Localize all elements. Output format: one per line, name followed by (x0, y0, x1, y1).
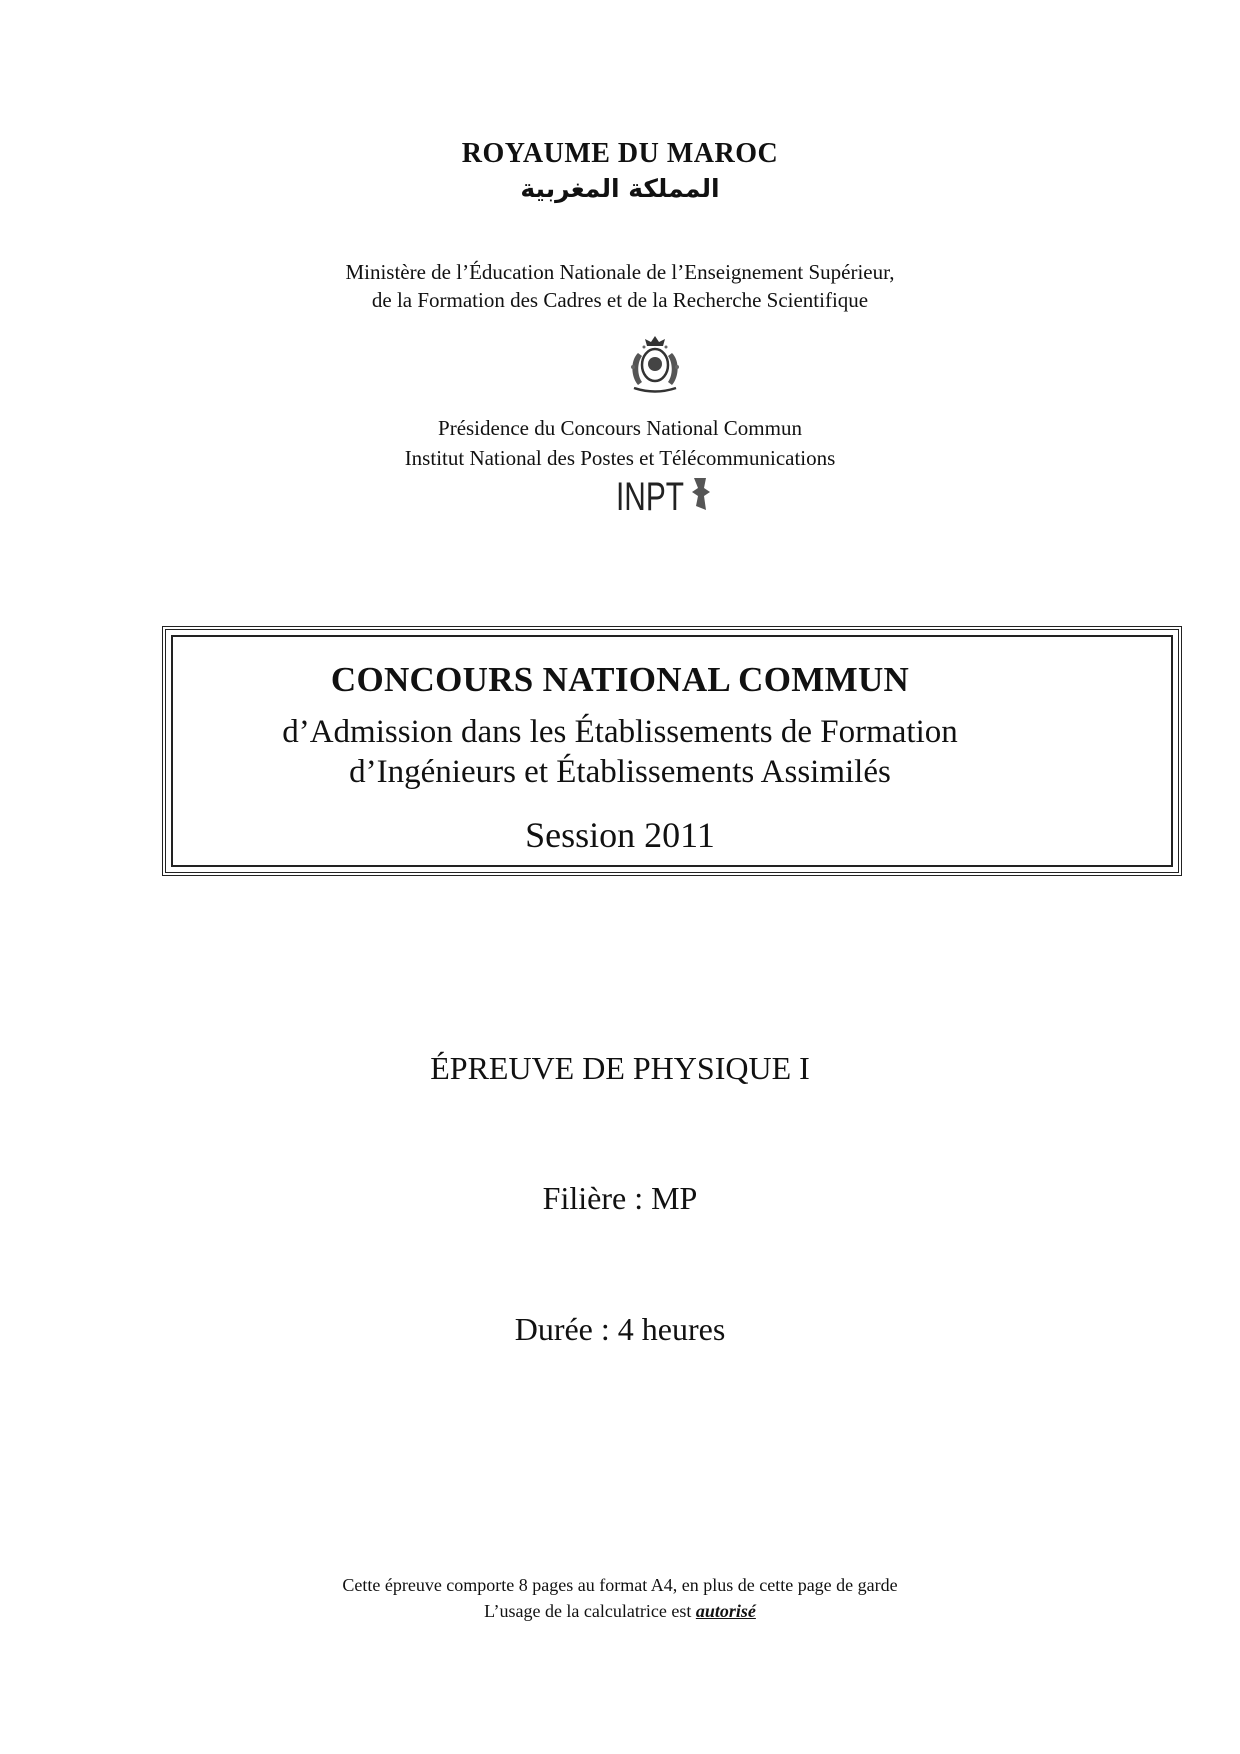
presidency-line-1: Présidence du Concours National Commun (438, 416, 802, 440)
inpt-logo (614, 472, 712, 516)
kingdom-name-arabic: المملكة المغربية (520, 174, 720, 203)
contest-subtitle-line-1: d’Admission dans les Établissements de Formation (282, 714, 958, 750)
exam-duration: Durée : 4 heures (514, 1311, 726, 1347)
kingdom-name-french: ROYAUME DU MAROC (461, 138, 779, 169)
ministry-block (0, 258, 1240, 314)
contest-subtitle (0, 712, 1240, 792)
session-year: Session 2011 (525, 815, 715, 855)
contest-title: CONCOURS NATIONAL COMMUN (330, 660, 910, 699)
calculator-note (0, 1598, 1240, 1624)
footer-notes (0, 1572, 1240, 1624)
pages-note: Cette épreuve comporte 8 pages au format A4, en plus de cette page de garde (342, 1575, 898, 1595)
presidency-line-2: Institut National des Postes et Télécommunications (404, 446, 836, 470)
exam-subject: ÉPREUVE DE PHYSIQUE I (430, 1050, 810, 1086)
contest-subtitle-line-2: d’Ingénieurs et Établissements Assimilés (349, 754, 891, 790)
calculator-note-prefix: L’usage de la calculatrice est (484, 1601, 696, 1621)
exam-track: Filière : MP (542, 1180, 698, 1216)
inpt-logo-text: INPT (616, 475, 684, 516)
royal-coat-of-arms-icon (624, 333, 686, 395)
calculator-status: autorisé (695, 1601, 756, 1621)
ministry-line-1: Ministère de l’Éducation Nationale de l’Enseignement Supérieur, (345, 260, 895, 284)
presidency-block (0, 413, 1240, 473)
ministry-line-2: de la Formation des Cadres et de la Recherche Scientifique (371, 288, 869, 312)
